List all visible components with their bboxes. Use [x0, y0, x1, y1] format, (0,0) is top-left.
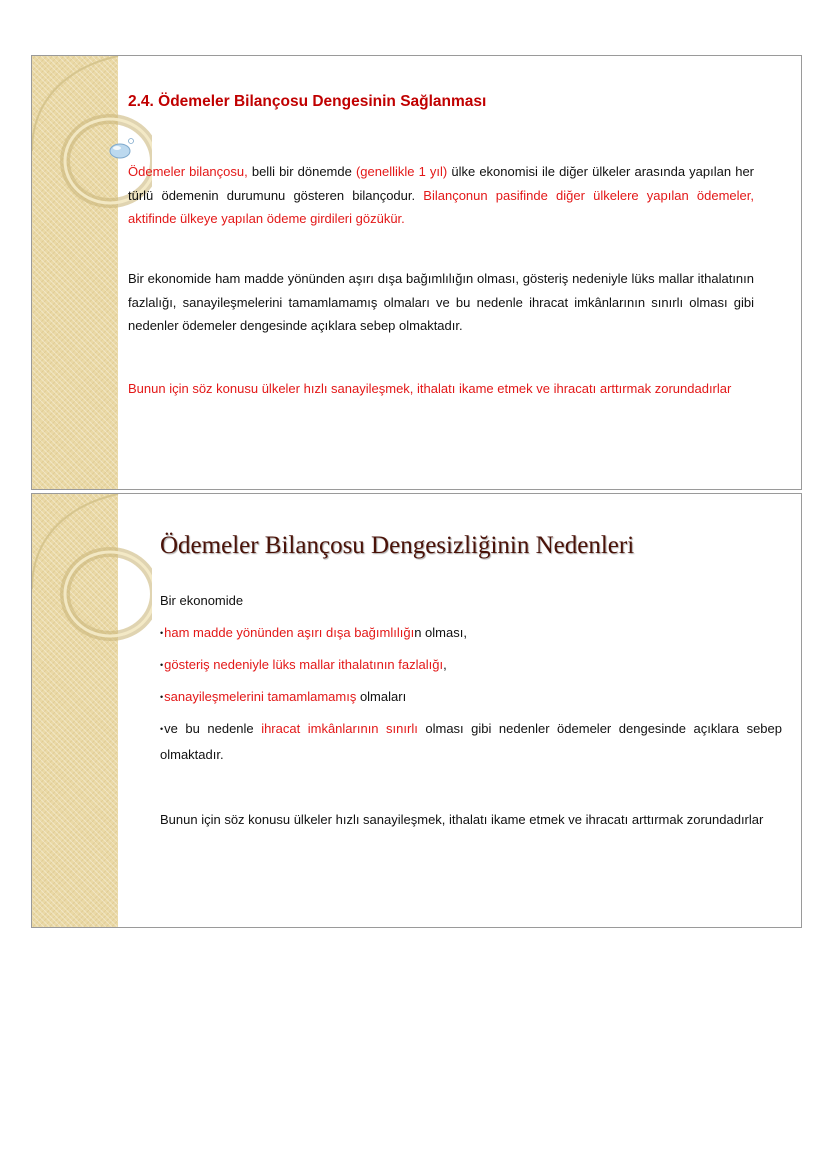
slide-2 — [31, 493, 802, 928]
decorative-side-strip — [32, 494, 118, 927]
paragraph-text: belli bir dönemde — [247, 164, 356, 179]
term-odemeler-bilancosu: Ödemeler bilançosu, — [128, 164, 248, 179]
highlight-pasif-aktif: Bilançonun pasifinde diğer ülkelere yapılan ödemeler, aktifinde ülkeye yapılan ödeme girdileri gözükür. — [128, 187, 754, 226]
bullet-text: n olması, — [414, 625, 467, 640]
bullet-highlight: ihracat imkânlarının sınırlı — [261, 721, 418, 736]
decorative-rings-icon — [32, 494, 152, 674]
slide-2-title: Ödemeler Bilançosu Dengesizliğinin Nedenleri — [160, 532, 635, 559]
paragraph-conclusion: Bunun için söz konusu ülkeler hızlı sanayileşmek, ithalatı ikame etmek ve ihracatı arttırmak zorundadırlar — [128, 381, 732, 396]
slide-2-conclusion: Bunun için söz konusu ülkeler hızlı sanayileşmek, ithalatı ikame etmek ve ihracatı arttırmak zorundadırlar — [160, 812, 764, 827]
bullet-text: , — [443, 657, 447, 672]
bubble-icon — [32, 56, 152, 176]
intro-line: Bir ekonomide — [160, 593, 244, 608]
bullet-item-2 — [160, 657, 447, 672]
bullet-highlight: sanayileşmelerini tamamlamamış — [164, 689, 357, 704]
bullet-icon: • — [160, 628, 164, 638]
paragraph-causes: Bir ekonomide ham madde yönünden aşırı dışa bağımlılığın olması, gösteriş nedeniyle lüks mallar ithalatının fazlalığı, sanayileşmelerini tamamlamamış olmaları ve bu nedenle ihracat imkânlarının sınırlı olması gibi nedenler ödemeler dengesinde açıklara sebep olmaktadır. — [128, 271, 754, 333]
term-period: (genellikle 1 yıl) — [355, 164, 448, 179]
slide-1-title: 2.4. Ödemeler Bilançosu Dengesinin Sağlanması — [128, 93, 487, 110]
bullet-icon: • — [160, 692, 164, 702]
bullet-text: olması gibi nedenler ödemeler dengesinde açıklara sebep olmaktadır. — [160, 721, 782, 762]
bullet-item-3 — [160, 689, 406, 704]
bullet-highlight: ham madde yönünden aşırı dışa bağımlılığı — [164, 625, 415, 640]
bullet-highlight: gösteriş nedeniyle lüks mallar ithalatının fazlalığı — [164, 657, 444, 672]
decorative-side-strip — [32, 56, 118, 489]
bullet-icon: • — [160, 724, 164, 734]
bullet-text: ve bu nedenle — [164, 721, 262, 736]
bullet-item-1 — [160, 625, 467, 640]
paragraph-definition — [128, 160, 754, 231]
bullet-item-4 — [160, 716, 782, 768]
bullet-icon: • — [160, 660, 164, 670]
slide-1 — [31, 55, 802, 490]
bullet-text: olmaları — [356, 689, 407, 704]
paragraph-text: ülke ekonomisi ile diğer ülkeler arasında yapılan her türlü ödemenin durumunu gösteren bilançodur. — [128, 164, 755, 203]
